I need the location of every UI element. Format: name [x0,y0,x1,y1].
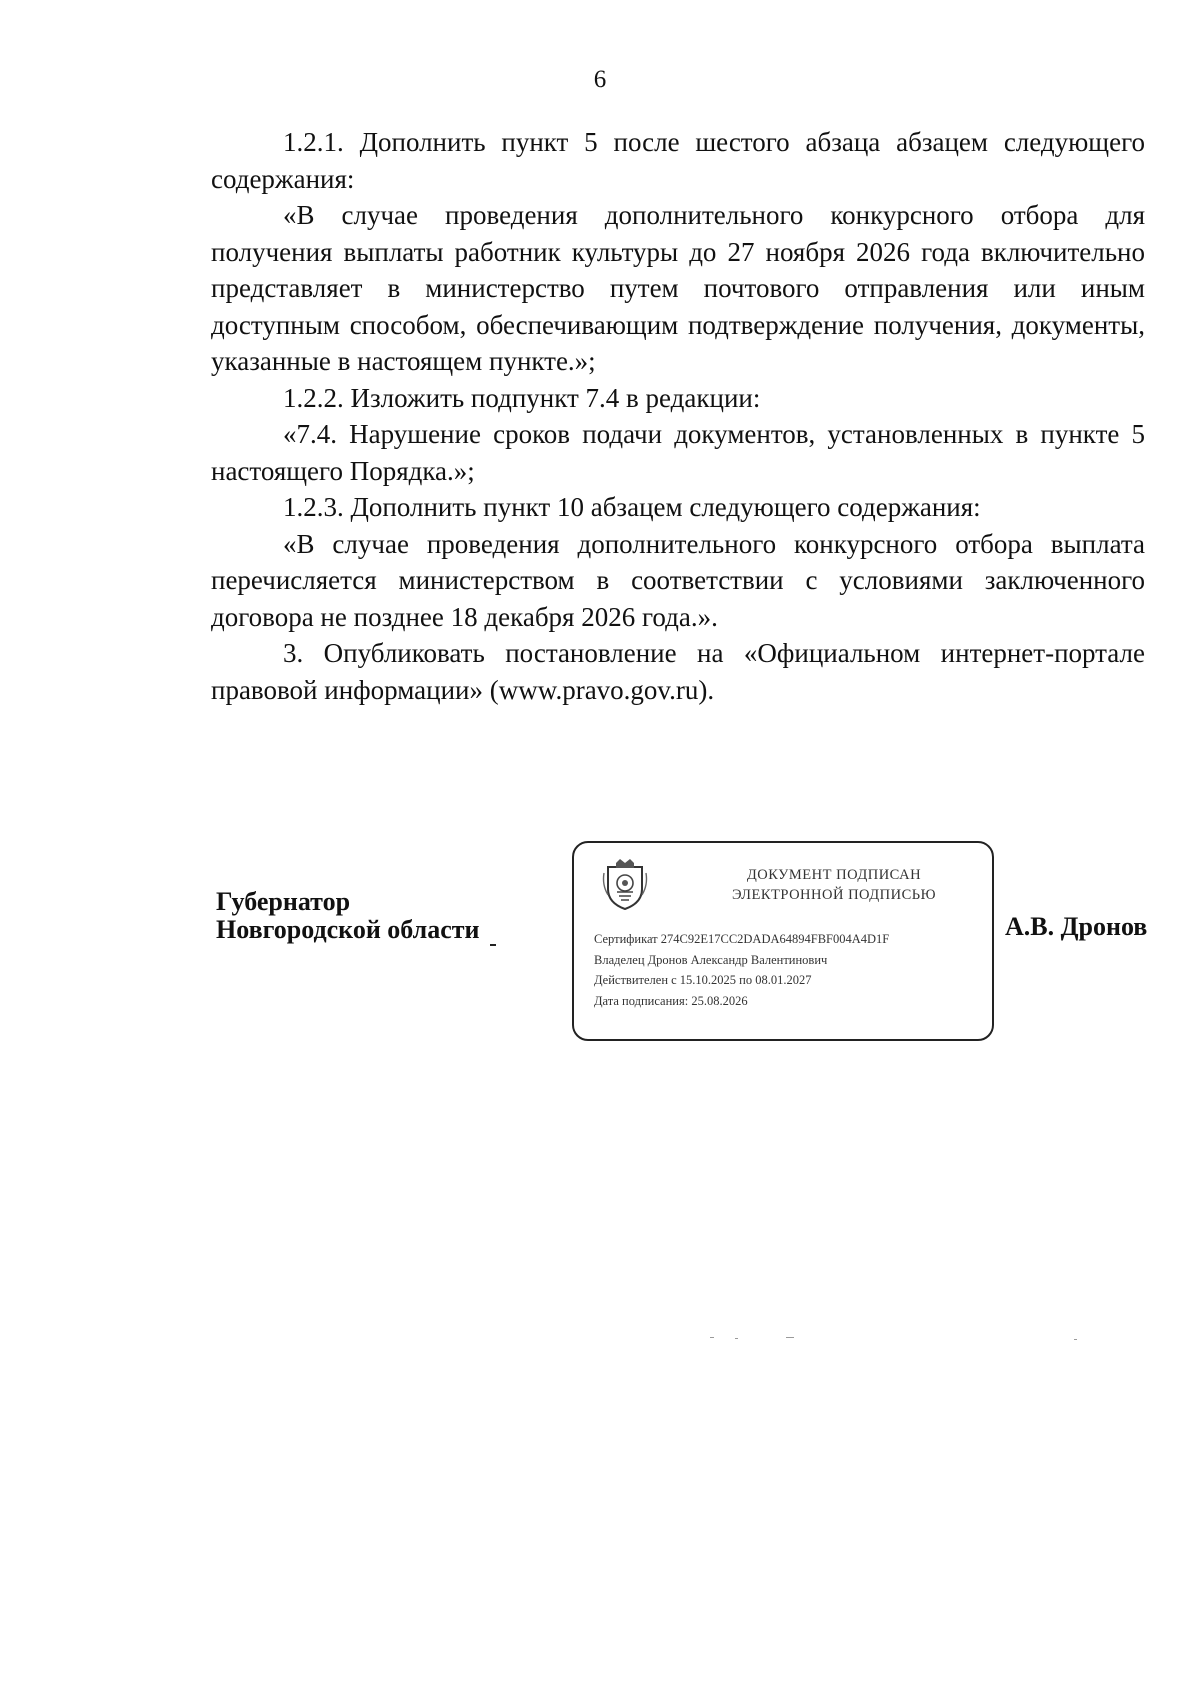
e-signature-stamp [572,841,994,1041]
scan-speck [786,1337,794,1338]
signatory-title-line1: Губернатор [216,887,351,916]
signatory-title [216,888,496,946]
scan-speck [710,1337,714,1338]
stamp-heading-line1: ДОКУМЕНТ ПОДПИСАН [746,867,922,883]
stamp-signing-date: Дата подписания: 25.08.2026 [594,993,748,1008]
paragraph-1-2-2: 1.2.2. Изложить подпункт 7.4 в редакции: [283,382,761,413]
paragraph-quote-7-4: «7.4. Нарушение сроков подачи документов, установленных в пункте 5 настоящего Порядка.»; [211,419,1145,486]
page-number: 6 [593,66,607,93]
stamp-heading-line2: ЭЛЕКТРОННОЙ ПОДПИСЬЮ [731,887,937,903]
stamp-owner: Владелец Дронов Александр Валентинович [594,952,828,967]
signatory-name: А.В. Дронов [1005,912,1148,941]
stamp-validity: Действителен с 15.10.2025 по 08.01.2027 [594,973,812,987]
stamp-details [594,929,989,1011]
paragraph-quote-1: «В случае проведения дополнительного конкурсного отбора для получения выплаты работник культуры до 27 ноября 2026 года включительно представляет в министерство путем почтового отправления или иным доступным способом, обеспечивающим подтверждение получения, документы, указанные в настоящем пункте.»; [211,200,1145,376]
coat-of-arms-icon [602,859,648,911]
signatory-title-line2: Новгородской области [216,915,480,944]
paragraph-3-publish: 3. Опубликовать постановление на «Официальном интернет-портале правовой информации» (www.pravo.gov.ru). [211,638,1145,705]
paragraph-quote-2: «В случае проведения дополнительного конкурсного отбора выплата перечисляется министерством в соответствии с условиями заключенного договора не позднее 18 декабря 2026 года.». [211,528,1145,632]
scan-speck [735,1338,738,1339]
scan-speck [1074,1339,1077,1340]
document-body [211,124,1145,708]
stamp-certificate: Сертификат 274C92E17CC2DADA64894FBF004A4D1F [594,932,890,946]
paragraph-1-2-1: 1.2.1. Дополнить пункт 5 после шестого абзаца абзацем следующего содержания: [211,127,1145,194]
paragraph-1-2-3: 1.2.3. Дополнить пункт 10 абзацем следующего содержания: [283,492,981,522]
signature-line-mark [490,944,496,946]
stamp-heading [684,865,984,905]
